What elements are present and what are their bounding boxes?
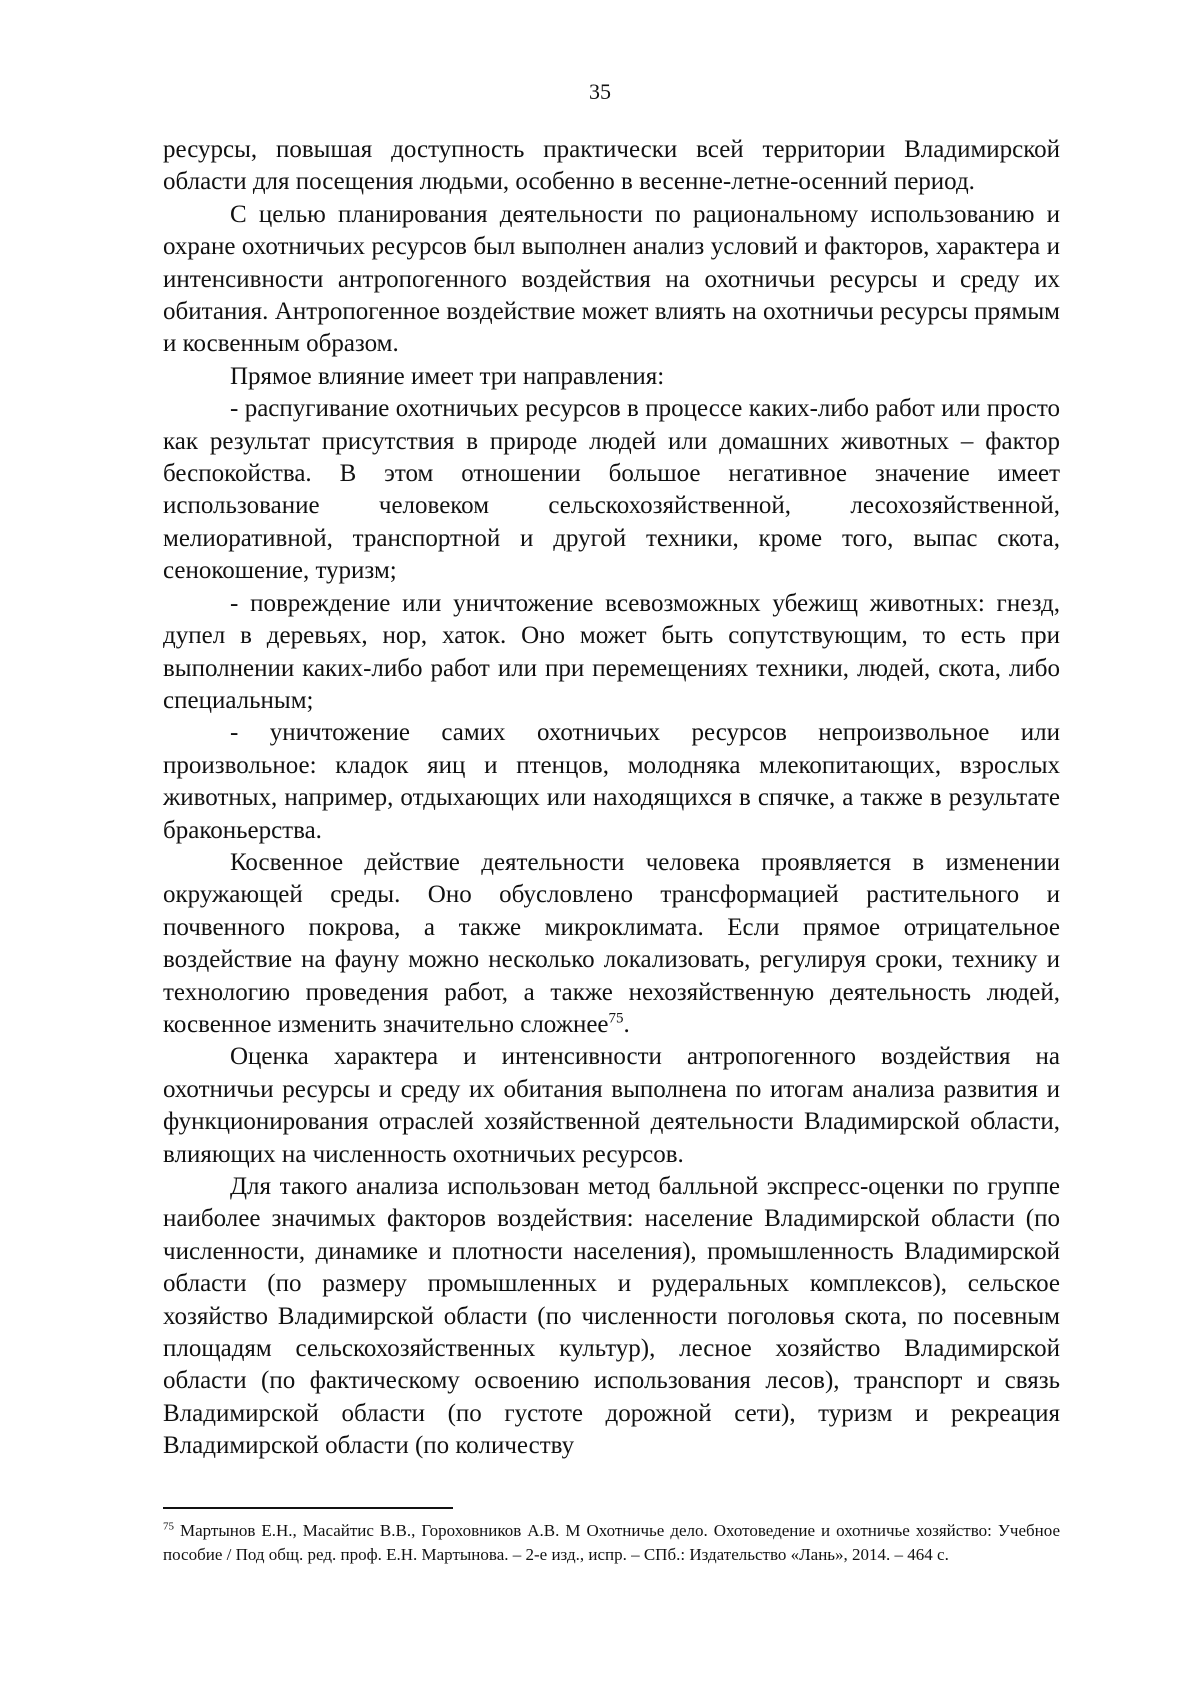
paragraph-direct-influence-intro: Прямое влияние имеет три направления: xyxy=(230,362,665,390)
body-text xyxy=(163,134,1060,1463)
list-item-disturbance: - распугивание охотничьих ресурсов в процессе каких-либо работ или просто как результат присутствия в природе людей или домашних животных – фактор беспокойства. В этом отношении большое негативное значение имеет использование человеком сельскохозяйственной, лесохозяйственной, мелиоративной, транспортной и другой техники, кроме того, выпас скота, сенокошение, туризм; xyxy=(163,395,1060,585)
footnote-number: 75 xyxy=(163,1520,174,1533)
paragraph-continuation: ресурсы, повышая доступность практически всей территории Владимирской области для посещения людьми, особенно в весенне-летне-осенний период. xyxy=(163,136,1060,196)
paragraph-indirect-text: Косвенное действие деятельности человека проявляется в изменении окружающей среды. Оно обусловлено трансформацией растительного и почвенного покрова, а также микроклимата. Если прямое отрицательное воздействие на фауну можно несколько локализовать, регулируя сроки, технику и технологию проведения работ, а также нехозяйственную деятельность людей, косвенное изменить значительно сложнее xyxy=(163,848,1060,1038)
footnote-text: Мартынов Е.Н., Масайтис В.В., Гороховников А.В. М Охотничье дело. Охотоведение и охотничье хозяйство: Учебное пособие / Под общ. ред. проф. Е.Н. Мартынова. – 2-е изд., испр. – СПб.: Издательство «Лань», 2014. – 464 с. xyxy=(163,1521,1060,1564)
paragraph-method: Для такого анализа использован метод балльной экспресс-оценки по группе наиболее значимых факторов воздействия: население Владимирской области (по численности, динамике и плотности населения), промышленность Владимирской области (по размеру промышленных и рудеральных комплексов), сельское хозяйство Владимирской области (по численности поголовья скота, по посевным площадям сельскохозяйственных культур), лесное хозяйство Владимирской области (по фактическому освоению использования лесов), транспорт и связь Владимирской области (по густоте дорожной сети), туризм и рекреация Владимирской области (по количеству xyxy=(163,1173,1060,1460)
paragraph-indirect-tail: . xyxy=(623,1010,630,1038)
paragraph-purpose: С целью планирования деятельности по рациональному использованию и охране охотничьих ресурсов был выполнен анализ условий и факторов, характера и интенсивности антропогенного воздействия на охотничьи ресурсы и среду их обитания. Антропогенное воздействие может влиять на охотничьи ресурсы прямым и косвенным образом. xyxy=(163,200,1060,358)
paragraph-assessment: Оценка характера и интенсивности антропогенного воздействия на охотничьи ресурсы и среду их обитания выполнена по итогам анализа развития и функционирования отраслей хозяйственной деятельности Владимирской области, влияющих на численность охотничьих ресурсов. xyxy=(163,1043,1060,1168)
list-item-shelter-damage: - повреждение или уничтожение всевозможных убежищ животных: гнезд, дупел в деревьях, нор, хаток. Оно может быть сопутствующим, то есть при выполнении каких-либо работ или при перемещениях техники, людей, скота, либо специальным; xyxy=(163,589,1060,714)
footnote-reference[interactable]: 75 xyxy=(608,1010,624,1027)
list-item-destruction: - уничтожение самих охотничьих ресурсов непроизвольное или произвольное: кладок яиц и птенцов, молодняка млекопитающих, взрослых животных, например, отдыхающих или находящихся в спячке, а также в результате браконьерства. xyxy=(163,719,1060,844)
footnote-divider xyxy=(163,1507,453,1509)
footnote xyxy=(163,1519,1060,1567)
page-number: 35 xyxy=(589,79,611,104)
paragraph-indirect-influence xyxy=(163,847,1060,1041)
